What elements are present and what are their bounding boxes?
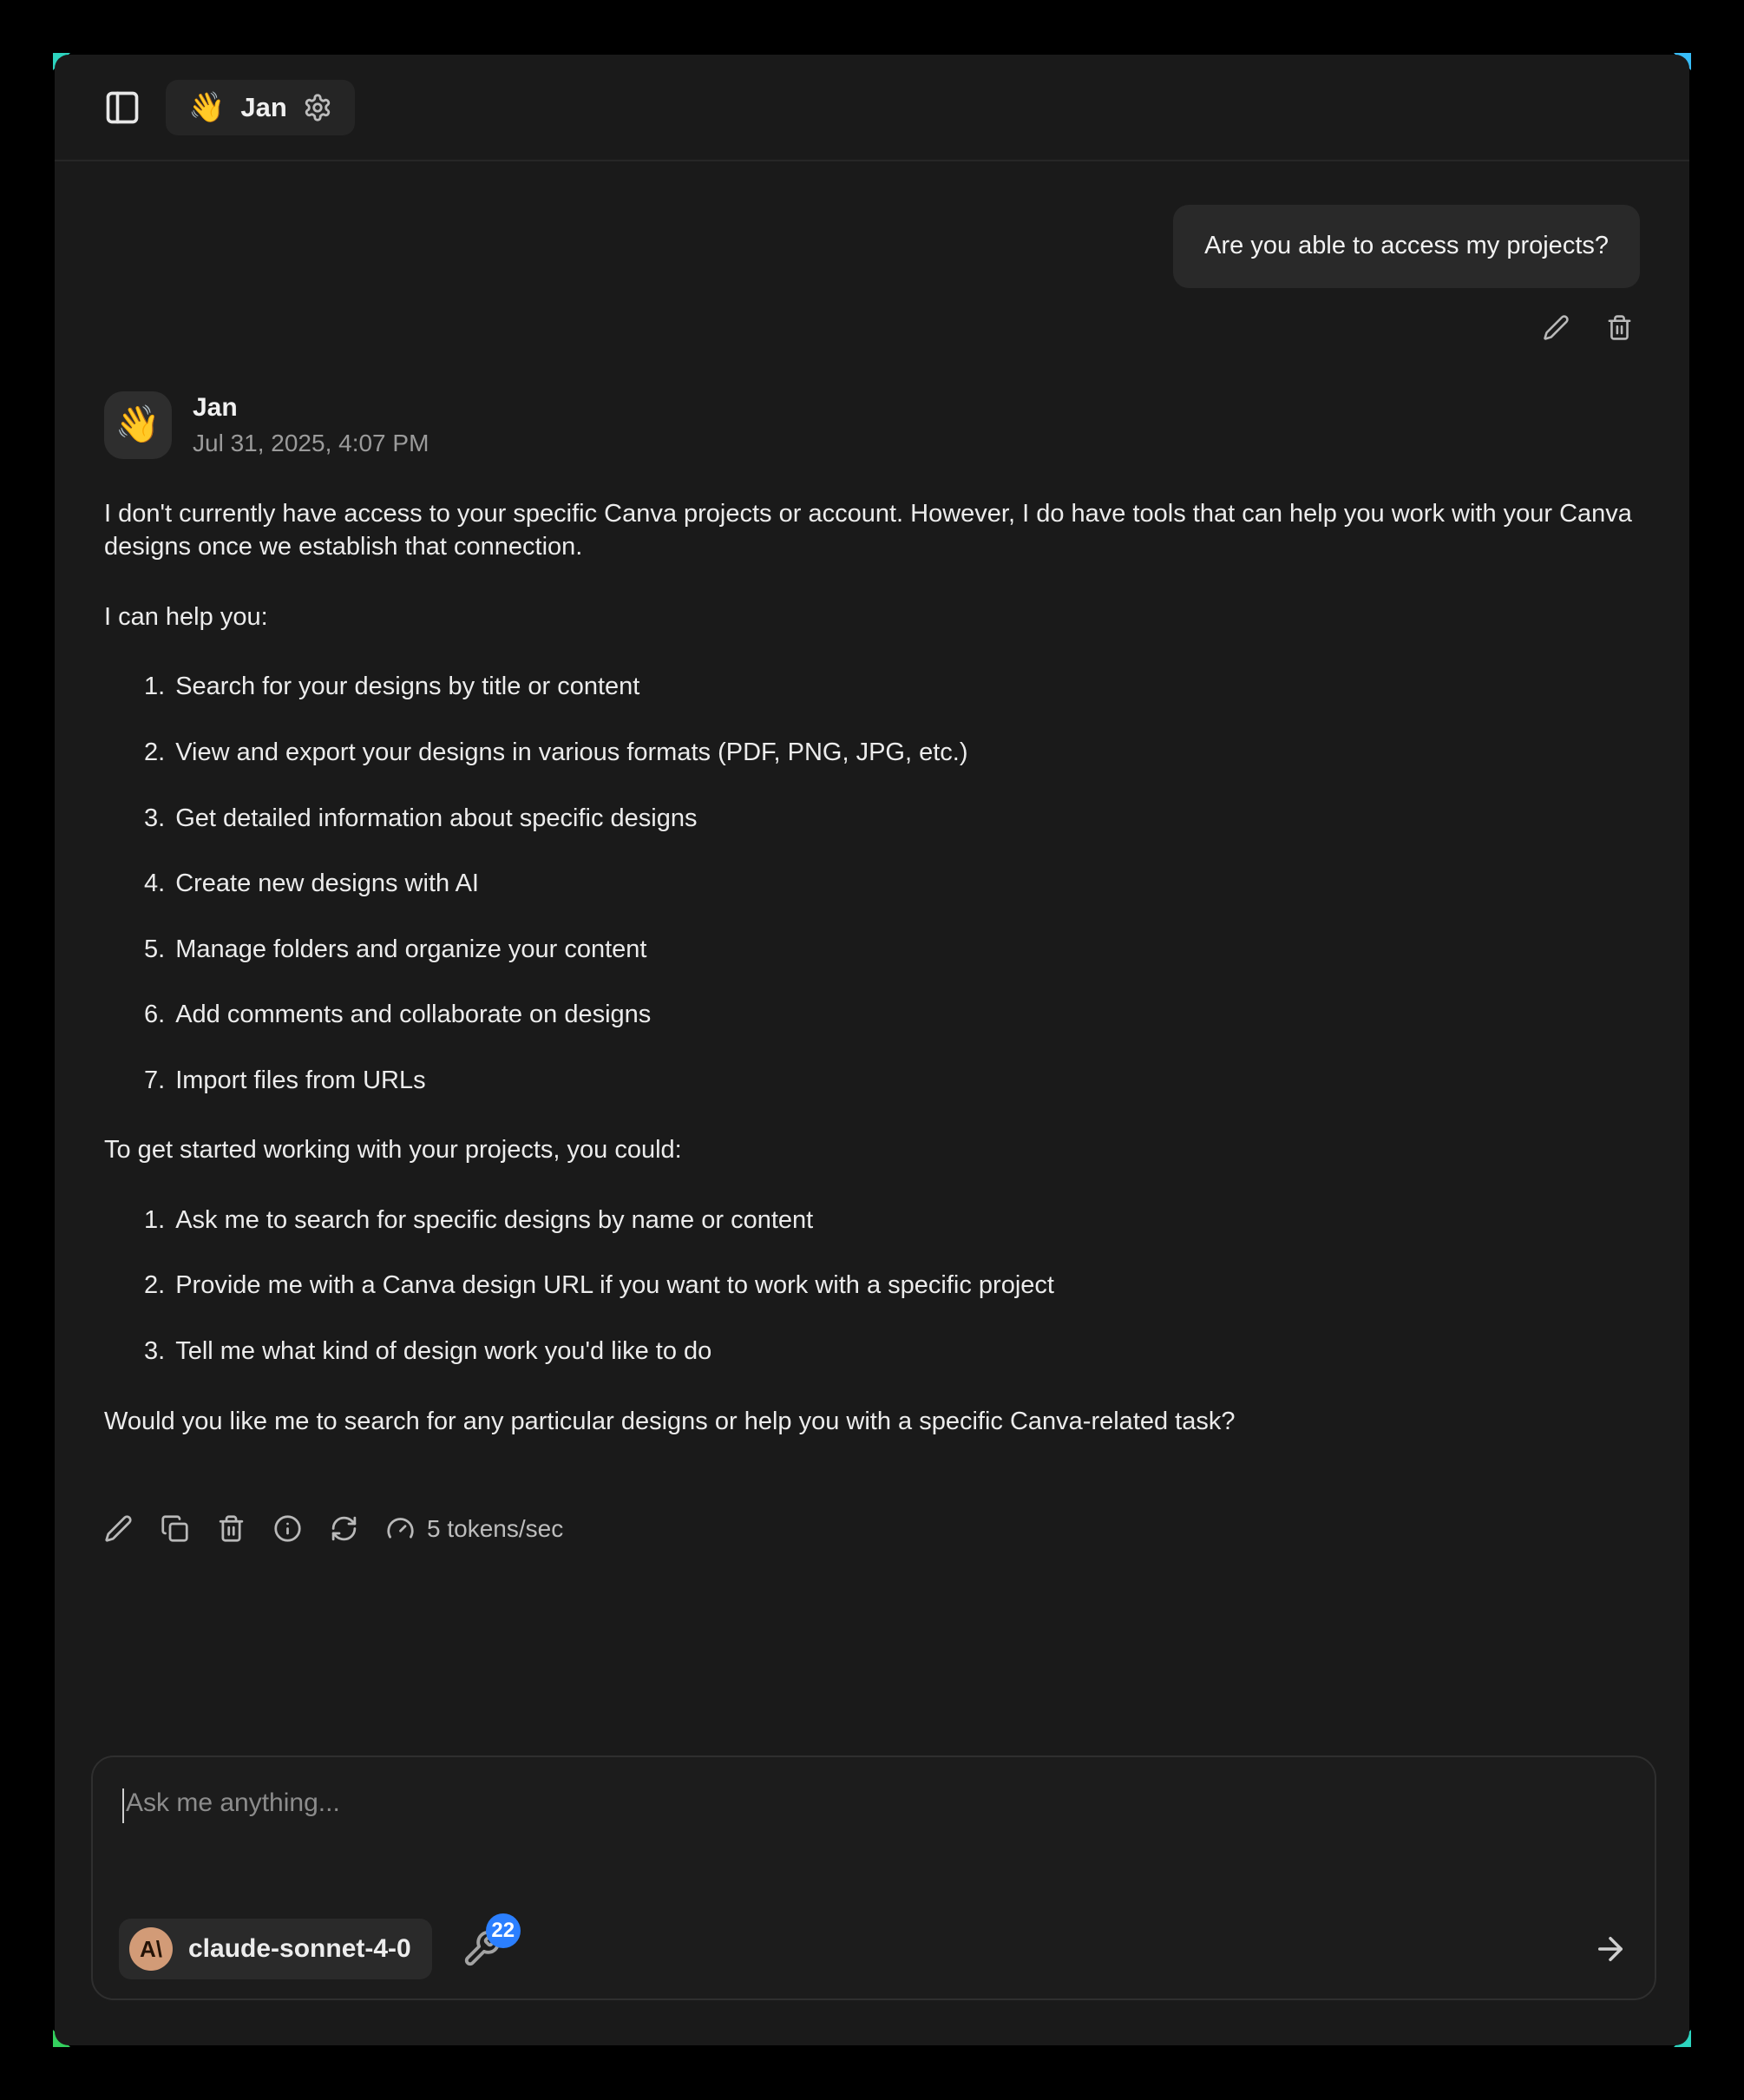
token-speed-label: 5 tokens/sec — [427, 1514, 564, 1542]
trash-icon — [217, 1514, 246, 1543]
trash-icon — [1606, 314, 1633, 341]
delete-user-message-button[interactable] — [1606, 314, 1633, 341]
thread-settings-button[interactable] — [303, 93, 332, 122]
app-frame — [55, 55, 1689, 2045]
list-text: View and export your designs in various formats (PDF, PNG, JPG, etc.) — [175, 738, 968, 766]
titlebar — [55, 55, 1689, 161]
list-number: 6. — [144, 1001, 166, 1029]
delete-response-button[interactable] — [217, 1514, 246, 1543]
tools-button[interactable] — [462, 1919, 515, 1969]
list-text: Manage folders and organize your content — [175, 935, 647, 963]
user-message-bubble: Are you able to access my projects? — [1173, 205, 1640, 288]
list-number: 3. — [144, 1337, 166, 1365]
list-number: 1. — [144, 1205, 166, 1234]
list-text: Tell me what kind of design work you'd like to do — [175, 1337, 712, 1365]
wave-emoji: 👋 — [188, 90, 226, 124]
chat-input[interactable] — [119, 1778, 1629, 1919]
sidebar-toggle-button[interactable] — [103, 89, 141, 127]
pencil-icon — [1543, 314, 1570, 341]
gear-icon — [303, 93, 332, 122]
list-item — [104, 736, 1640, 770]
text-caret — [122, 1788, 124, 1823]
list-text: Ask me to search for specific designs by name or content — [175, 1205, 814, 1234]
list-number: 3. — [144, 804, 166, 832]
edit-user-message-button[interactable] — [1543, 314, 1570, 341]
copy-icon — [161, 1514, 189, 1543]
list-number: 1. — [144, 673, 166, 701]
assistant-paragraph: I can help you: — [104, 602, 268, 631]
assistant-message-actions — [104, 1514, 1640, 1543]
list-text: Search for your designs by title or content — [175, 673, 640, 701]
assistant-avatar: 👋 — [104, 391, 172, 459]
list-item — [104, 1204, 1640, 1237]
assistant-paragraph: Would you like me to search for any particular designs or help you with a specific Canva-related task? — [104, 1407, 1236, 1435]
list-text: Add comments and collaborate on designs — [175, 1001, 652, 1029]
list-item — [104, 867, 1640, 901]
list-item — [104, 933, 1640, 967]
composer-toolbar — [119, 1919, 1629, 1979]
pencil-icon — [104, 1514, 133, 1543]
list-number: 5. — [144, 935, 166, 963]
token-speed — [386, 1514, 563, 1543]
refresh-icon — [330, 1514, 358, 1543]
get-started-list — [104, 1204, 1640, 1368]
list-text: Get detailed information about specific designs — [175, 804, 698, 832]
response-info-button[interactable] — [273, 1514, 302, 1543]
list-text: Create new designs with AI — [175, 870, 479, 898]
assistant-meta — [193, 393, 429, 457]
composer-input-wrap — [119, 1778, 1629, 1919]
regenerate-response-button[interactable] — [330, 1514, 358, 1543]
assistant-paragraph: I don't currently have access to your specific Canva projects or account. However, I do have tools that can help you work with your Canva designs once we establish that connection. — [104, 499, 1632, 561]
user-message-actions — [104, 314, 1640, 341]
info-icon — [273, 1514, 302, 1543]
list-item — [104, 670, 1640, 704]
list-item — [104, 1335, 1640, 1368]
help-list — [104, 670, 1640, 1097]
composer — [91, 1755, 1656, 2000]
list-item — [104, 1269, 1640, 1303]
gauge-icon — [386, 1514, 415, 1543]
assistant-paragraph: To get started working with your projects, you could: — [104, 1136, 682, 1165]
list-number: 2. — [144, 738, 166, 766]
thread-title-button[interactable] — [166, 80, 355, 135]
list-number: 4. — [144, 870, 166, 898]
panel-left-icon — [103, 89, 141, 127]
list-item — [104, 802, 1640, 836]
list-item — [104, 998, 1640, 1032]
assistant-message-header — [104, 391, 1640, 459]
user-message-row — [104, 205, 1640, 288]
copy-response-button[interactable] — [161, 1514, 189, 1543]
list-number: 2. — [144, 1271, 166, 1300]
send-button[interactable] — [1592, 1931, 1629, 1967]
list-item — [104, 1064, 1640, 1098]
edit-response-button[interactable] — [104, 1514, 133, 1543]
assistant-message-body — [104, 497, 1640, 1474]
model-selector[interactable] — [119, 1919, 432, 1979]
chat-area — [55, 161, 1689, 1721]
thread-title: Jan — [240, 91, 287, 122]
list-text: Import files from URLs — [175, 1066, 426, 1094]
arrow-right-icon — [1592, 1931, 1629, 1967]
assistant-timestamp: Jul 31, 2025, 4:07 PM — [193, 429, 429, 456]
assistant-name: Jan — [193, 392, 238, 422]
jan-app-window — [55, 55, 1689, 2045]
list-number: 7. — [144, 1066, 166, 1094]
model-name: claude-sonnet-4-0 — [188, 1934, 411, 1963]
anthropic-logo-icon: A\ — [129, 1927, 173, 1971]
list-text: Provide me with a Canva design URL if you want to work with a specific project — [175, 1271, 1054, 1300]
tool-count-badge: 22 — [486, 1913, 521, 1948]
